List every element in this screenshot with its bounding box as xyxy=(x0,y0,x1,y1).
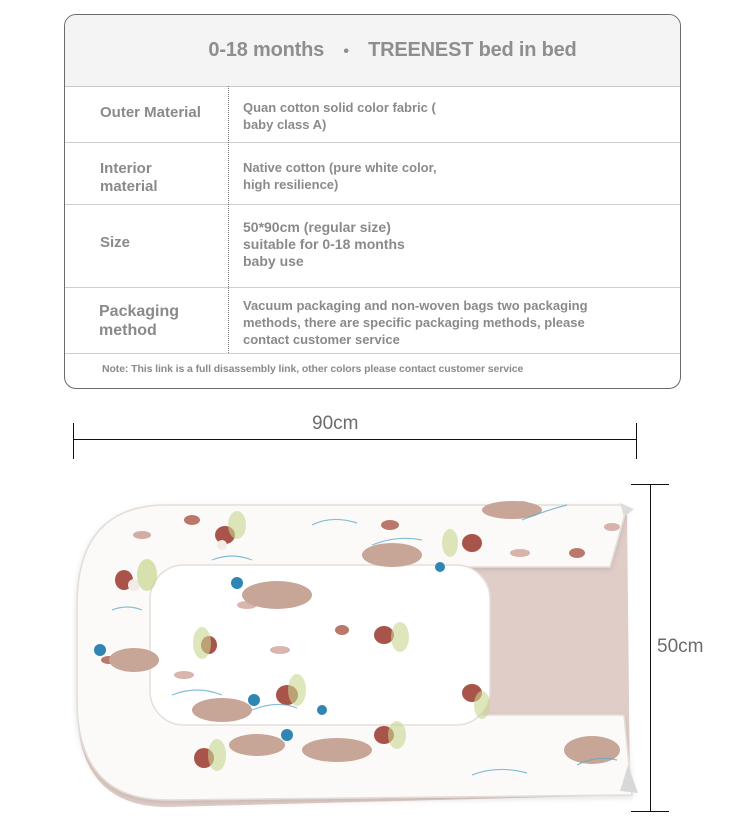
column-divider xyxy=(228,86,229,353)
title-age: 0-18 months xyxy=(208,39,325,61)
spec-label: Packaging method xyxy=(99,303,180,339)
spec-row-size xyxy=(65,205,680,288)
spec-label: Outer Material xyxy=(100,104,201,121)
title-product: TREENEST bed in bed xyxy=(368,39,577,61)
width-dimension-label: 90cm xyxy=(312,413,359,434)
title-separator: • xyxy=(343,43,349,60)
baby-nest-product-image xyxy=(72,495,642,815)
width-dimension-tick-left xyxy=(73,423,74,459)
spec-value: 50*90cm (regular size) suitable for 0-18 months baby use xyxy=(243,219,405,269)
spec-row-packaging-method xyxy=(65,288,680,354)
note-text: Note: This link is a full disassembly link, other colors please contact customer service xyxy=(102,363,524,375)
spec-value: Vacuum packaging and non-woven bags two packaging methods, there are specific packaging methods, please contact customer service xyxy=(243,298,588,347)
spec-row-interior-material xyxy=(65,143,680,205)
spec-row-outer-material xyxy=(65,86,680,143)
width-dimension-line xyxy=(73,439,636,440)
width-dimension-tick-right xyxy=(636,423,637,459)
spec-value: Quan cotton solid color fabric ( baby class A) xyxy=(243,100,436,132)
spec-label: Interior material xyxy=(100,160,158,195)
spec-table xyxy=(64,14,681,389)
height-dimension-line xyxy=(650,484,651,811)
spec-value: Native cotton (pure white color, high resilience) xyxy=(243,160,437,192)
spec-table-header xyxy=(65,15,680,87)
height-dimension-label: 50cm xyxy=(657,636,704,657)
spec-label: Size xyxy=(100,234,131,251)
